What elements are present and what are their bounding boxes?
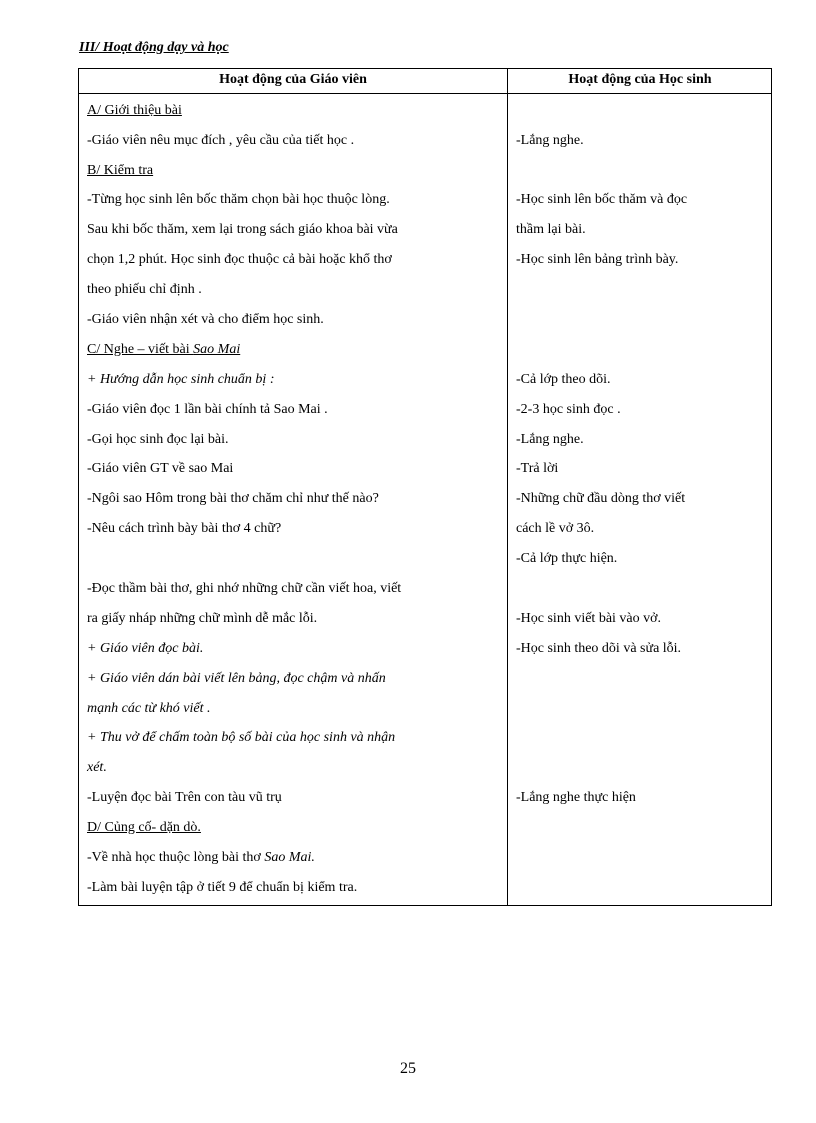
activity-table — [78, 68, 772, 906]
student-line: -Học sinh viết bài vào vở. — [516, 611, 662, 626]
teacher-line: -Nêu cách trình bày bài thơ 4 chữ? — [87, 521, 282, 536]
teacher-line: A/ Giới thiệu bài — [87, 103, 182, 118]
teacher-line: Sau khi bốc thăm, xem lại trong sách giáo khoa bài vừa — [87, 222, 398, 237]
student-line: thầm lại bài. — [516, 222, 586, 237]
teacher-line: -Ngôi sao Hôm trong bài thơ chăm chỉ như thế nào? — [87, 491, 379, 506]
teacher-line: + Giáo viên đọc bài. — [87, 641, 204, 656]
teacher-line: xét. — [87, 760, 107, 775]
column-divider — [507, 69, 508, 905]
teacher-line: C/ Nghe – viết bài Sao Mai — [87, 342, 241, 357]
teacher-line: -Từng học sinh lên bốc thăm chọn bài học thuộc lòng. — [87, 192, 390, 207]
student-line: -Học sinh lên bảng trình bày. — [516, 252, 679, 267]
header-divider — [79, 93, 771, 94]
teacher-line: + Giáo viên dán bài viết lên bảng, đọc chậm và nhấn — [87, 671, 386, 686]
teacher-line: theo phiếu chỉ định . — [87, 282, 202, 297]
teacher-line: B/ Kiểm tra — [87, 163, 154, 178]
teacher-line: -Giáo viên nhận xét và cho điểm học sinh. — [87, 312, 324, 327]
student-line: -Những chữ đầu dòng thơ viết — [516, 491, 686, 506]
teacher-line: -Làm bài luyện tập ở tiết 9 để chuẩn bị kiểm tra. — [87, 880, 358, 895]
teacher-line: -Về nhà học thuộc lòng bài thơ Sao Mai. — [87, 850, 315, 865]
student-line: -Cả lớp thực hiện. — [516, 551, 618, 566]
teacher-line: D/ Củng cố- dặn dò. — [87, 820, 201, 835]
teacher-line: -Giáo viên đọc 1 lần bài chính tả Sao Mai . — [87, 402, 328, 417]
student-line: -Lắng nghe thực hiện — [516, 790, 636, 805]
student-line: -Học sinh theo dõi và sửa lỗi. — [516, 641, 682, 656]
section-title: III/ Hoạt động dạy và học — [79, 40, 229, 55]
teacher-line: -Giáo viên nêu mục đích , yêu cầu của tiết học . — [87, 133, 355, 148]
teacher-line: -Giáo viên GT về sao Mai — [87, 461, 234, 476]
student-line: -Lắng nghe. — [516, 133, 584, 148]
teacher-line: -Gọi học sinh đọc lại bài. — [87, 432, 229, 447]
student-line: -Trả lời — [516, 461, 559, 476]
page-number: 25 — [400, 1060, 416, 1077]
header-student: Hoạt động của Học sinh — [568, 72, 712, 87]
teacher-line: + Thu vở để chấm toàn bộ số bài của học sinh và nhận — [87, 730, 396, 745]
student-line: -Học sinh lên bốc thăm và đọc — [516, 192, 688, 207]
teacher-line: chọn 1,2 phút. Học sinh đọc thuộc cả bài hoặc khổ thơ — [87, 252, 392, 267]
student-line: -Cả lớp theo dõi. — [516, 372, 611, 387]
student-line: cách lề vở 3ô. — [516, 521, 595, 536]
teacher-line: mạnh các từ khó viết . — [87, 701, 211, 716]
header-teacher: Hoạt động của Giáo viên — [219, 72, 367, 87]
teacher-line: -Đọc thầm bài thơ, ghi nhớ những chữ cần viết hoa, viết — [87, 581, 402, 596]
student-line: -Lắng nghe. — [516, 432, 584, 447]
teacher-line: ra giấy nháp những chữ mình dễ mắc lỗi. — [87, 611, 318, 626]
teacher-line: -Luyện đọc bài Trên con tàu vũ trụ — [87, 790, 282, 805]
teacher-line: + Hướng dẫn học sinh chuẩn bị : — [87, 372, 275, 387]
student-line: -2-3 học sinh đọc . — [516, 402, 621, 417]
